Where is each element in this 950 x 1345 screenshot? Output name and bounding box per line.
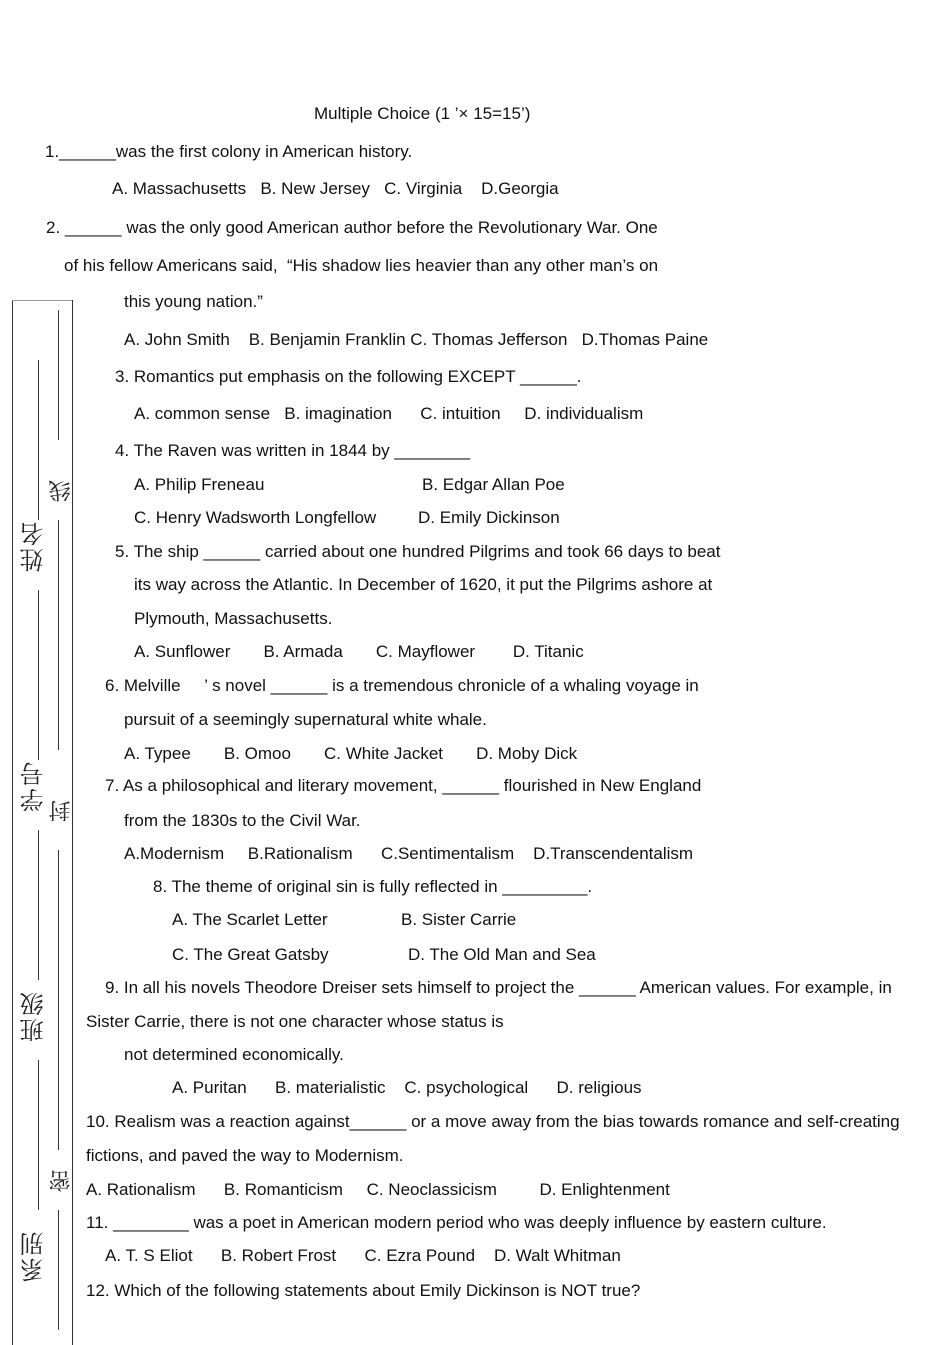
question-10-line-1: 10. Realism was a reaction against______ or a move away from the bias towards romance and self-creating — [86, 1112, 900, 1131]
question-6-line-1: 6. Melville ’ s novel ______ is a tremendous chronicle of a whaling voyage in — [105, 676, 699, 695]
question-5-line-3: Plymouth, Massachusetts. — [134, 609, 333, 628]
seal-line-label: 线 — [49, 480, 74, 502]
department-fill-line[interactable] — [38, 1060, 39, 1210]
question-11-options: A. T. S Eliot B. Robert Frost C. Ezra Pound D. Walt Whitman — [105, 1246, 621, 1265]
question-4-text: 4. The Raven was written in 1844 by ________ — [115, 441, 471, 460]
question-4-option-d: D. Emily Dickinson — [418, 508, 560, 527]
question-12-text: 12. Which of the following statements about Emily Dickinson is NOT true? — [86, 1281, 641, 1300]
margin-frame-left — [12, 300, 13, 1345]
question-2-options: A. John Smith B. Benjamin Franklin C. Thomas Jefferson D.Thomas Paine — [124, 330, 709, 349]
question-4-option-b: B. Edgar Allan Poe — [422, 475, 565, 494]
question-8-option-a: A. The Scarlet Letter — [172, 910, 328, 929]
question-1-options: A. Massachusetts B. New Jersey C. Virginia D.Georgia — [112, 179, 559, 198]
section-title: Multiple Choice (1 ’× 15=15’) — [314, 104, 531, 123]
margin-frame-top — [12, 300, 72, 301]
question-7-line-1: 7. As a philosophical and literary movement, ______ flourished in New England — [105, 776, 702, 795]
name-fill-line[interactable] — [38, 360, 39, 520]
seal-secret-label: 密 — [49, 1170, 74, 1192]
question-7-options: A.Modernism B.Rationalism C.Sentimentalism D.Transcendentalism — [124, 844, 694, 863]
question-2-line-3: this young nation.” — [124, 292, 263, 311]
seal-line-segment-3 — [58, 850, 59, 1150]
question-3-text: 3. Romantics put emphasis on the following EXCEPT ______. — [115, 367, 582, 386]
question-8-option-b: B. Sister Carrie — [401, 910, 517, 929]
question-10-line-2: fictions, and paved the way to Modernism. — [86, 1146, 404, 1165]
question-6-options: A. Typee B. Omoo C. White Jacket D. Moby Dick — [124, 744, 578, 763]
question-8-option-d: D. The Old Man and Sea — [408, 945, 596, 964]
question-5-line-2: its way across the Atlantic. In December of 1620, it put the Pilgrims ashore at — [134, 575, 713, 594]
question-9-options: A. Puritan B. materialistic C. psychological D. religious — [172, 1078, 642, 1097]
question-6-line-2: pursuit of a seemingly supernatural white whale. — [124, 710, 487, 729]
question-4-option-c: C. Henry Wadsworth Longfellow — [134, 508, 377, 527]
question-10-options: A. Rationalism B. Romanticism C. Neoclassicism D. Enlightenment — [86, 1180, 670, 1199]
student-id-label: 学号 — [20, 760, 48, 812]
question-11-text: 11. ________ was a poet in American modern period who was deeply influence by eastern culture. — [86, 1213, 827, 1232]
question-9-line-1: 9. In all his novels Theodore Dreiser sets himself to project the ______ American values. For example, in — [105, 978, 892, 997]
question-1-text: 1.______was the first colony in American history. — [45, 142, 413, 161]
class-fill-line[interactable] — [38, 830, 39, 980]
question-2-line-1: 2. ______ was the only good American author before the Revolutionary War. One — [46, 218, 658, 237]
question-4-option-a: A. Philip Freneau — [134, 475, 265, 494]
question-8-option-c: C. The Great Gatsby — [172, 945, 329, 964]
seal-line-segment-2 — [58, 520, 59, 750]
department-label: 系别 — [20, 1230, 48, 1282]
name-label: 姓名 — [20, 520, 48, 572]
seal-seal-label: 封 — [49, 800, 74, 822]
question-5-line-1: 5. The ship ______ carried about one hundred Pilgrims and took 66 days to beat — [115, 542, 721, 561]
question-2-line-2: of his fellow Americans said, “His shadow lies heavier than any other man’s on — [64, 256, 659, 275]
student-id-fill-line[interactable] — [38, 590, 39, 760]
class-label: 班级 — [20, 990, 48, 1042]
question-9-line-2: Sister Carrie, there is not one character whose status is — [86, 1012, 504, 1031]
question-8-text: 8. The theme of original sin is fully reflected in _________. — [153, 877, 593, 896]
question-7-line-2: from the 1830s to the Civil War. — [124, 811, 361, 830]
question-5-options: A. Sunflower B. Armada C. Mayflower D. Titanic — [134, 642, 584, 661]
seal-line-segment-4 — [58, 1210, 59, 1330]
question-3-options: A. common sense B. imagination C. intuition D. individualism — [134, 404, 644, 423]
seal-line-segment-1 — [58, 310, 59, 440]
question-9-line-3: not determined economically. — [124, 1045, 344, 1064]
